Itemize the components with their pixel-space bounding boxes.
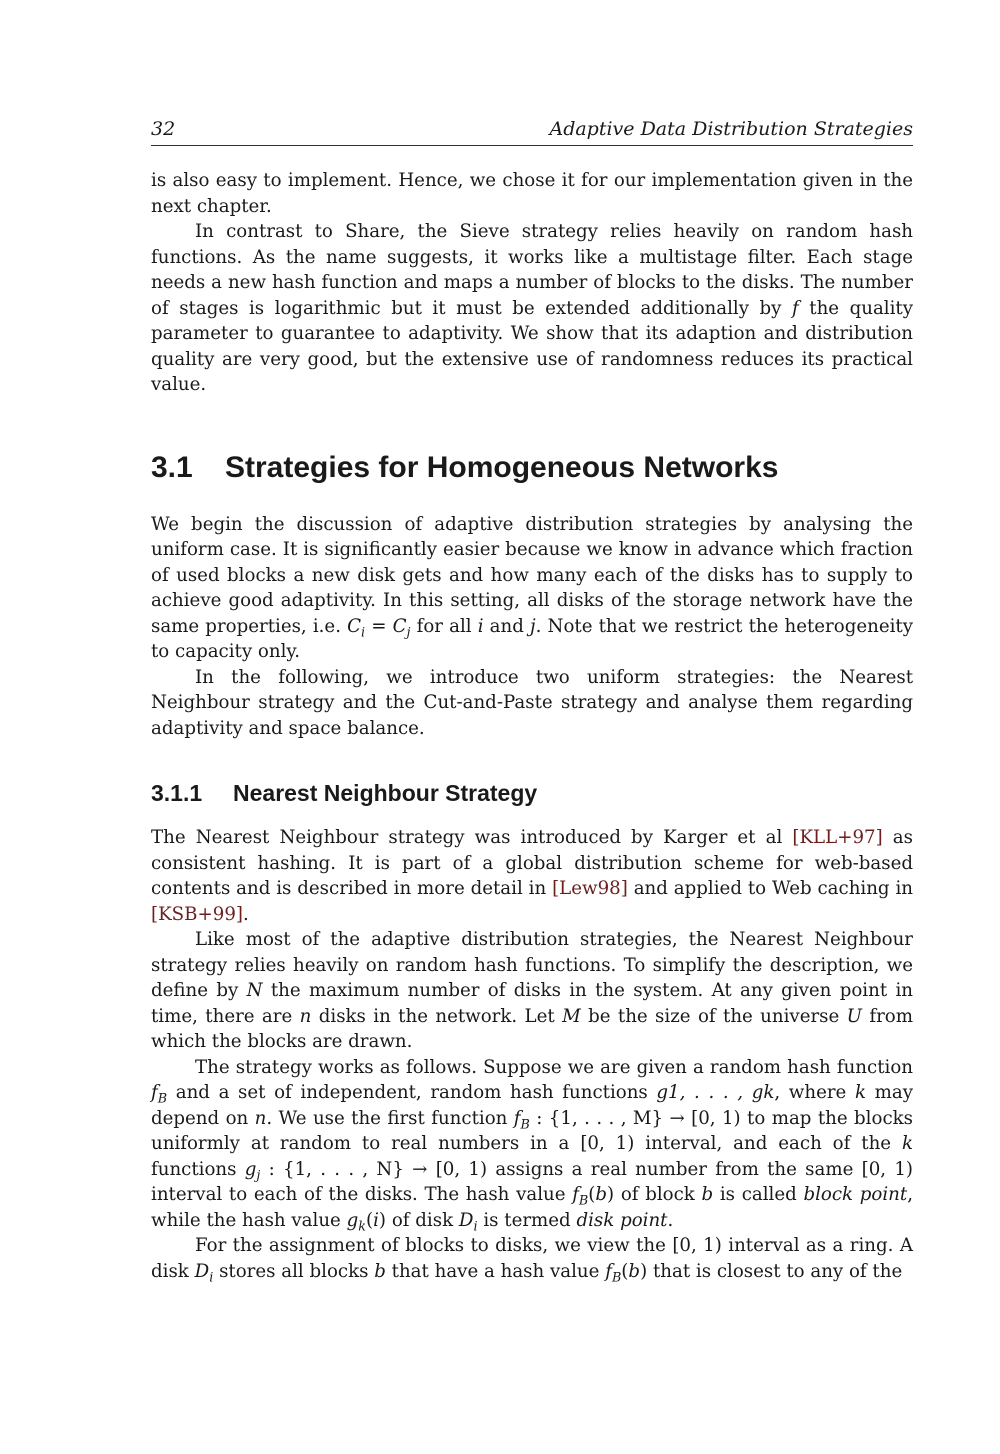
section-paragraph-2: In the following, we introduce two uniform strategies: the Nearest Neighbour strategy and the Cut-and-Paste strategy and analyse them regarding adaptivity and space balance. xyxy=(151,666,913,739)
page-content xyxy=(151,168,913,1284)
page xyxy=(151,118,913,1284)
section-paragraph-1: We begin the discussion of adaptive distribution strategies by analysing the uniform case. It is significantly easier because we know in advance which fraction of used blocks a new disk gets and how many each of the disks has to supply to achieve good adaptivity. In this setting, all disks of the storage network have the same properties, i.e. $C_i = C_j$ for all i and j. Note that we restrict the heterogeneity to capacity only. xyxy=(151,513,913,662)
subsection-paragraph-2: Like most of the adaptive distribution strategies, the Nearest Neighbour strategy relies heavily on random hash functions. To simplify the description, we define by N the maximum number of disks in the system. At any given point in time, there are n disks in the network. Let M be the size of the universe U from which the blocks are drawn. xyxy=(151,929,913,1052)
subsection-paragraph-1: The Nearest Neighbour strategy was introduced by Karger et al [KLL+97] as consistent hashing. It is part of a global distribution scheme for web-based contents and is described in more detail in [Lew98] and applied to Web caching in [KSB+99]. xyxy=(151,827,913,925)
page-number: 32 xyxy=(151,118,176,140)
section-heading xyxy=(151,450,913,486)
subsection-title: Nearest Neighbour Strategy xyxy=(233,780,538,806)
intro-paragraph-2: In contrast to Share, the Sieve strategy relies heavily on random hash functions. As the name suggests, it works like a multistage filter. Each stage needs a new hash function and maps a number of blocks to the disks. The number of stages is logarithmic but it must be extended additionally by f the quality parameter to guarantee to adaptivity. We show that its adaption and distribution quality are very good, but the extensive use of randomness reduces its practical value. xyxy=(151,221,913,395)
running-title: Adaptive Data Distribution Strategies xyxy=(549,118,913,140)
citation-lew98[interactable]: [Lew98] xyxy=(552,878,628,899)
subsection-paragraph-3: The strategy works as follows. Suppose we are given a random hash function $f_B$ and a set of independent, random hash functions g1, . . . , gk, where k may depend on n. We use the first function $f_B$ : {1, . . . , M} → [0, 1) to map the blocks uniformly at random to real numbers in a [0, 1) interval, and each of the k functions $g_j$ : {1, . . . , N} → [0, 1) assigns a real number from the same [0, 1) interval to each of the disks. The hash value $f_B(b)$ of block b is called block point, while the hash value $g_k(i)$ of disk $D_i$ is termed disk point. xyxy=(151,1056,913,1235)
running-header xyxy=(151,118,913,146)
subsection-heading xyxy=(151,779,913,807)
intro-paragraph-1: is also easy to implement. Hence, we chose it for our implementation given in the next chapter. xyxy=(151,170,913,217)
subsection-number: 3.1.1 xyxy=(151,780,203,806)
citation-ksb99[interactable]: [KSB+99] xyxy=(151,903,243,925)
section-number: 3.1 xyxy=(151,450,193,484)
citation-kll97[interactable]: [KLL+97] xyxy=(792,827,883,848)
subsection-paragraph-4: For the assignment of blocks to disks, we view the [0, 1) interval as a ring. A disk $D_i$ stores all blocks b that have a hash value $f_B(b)$ that is closest to any of the xyxy=(151,1235,913,1286)
section-title: Strategies for Homogeneous Networks xyxy=(225,450,779,484)
